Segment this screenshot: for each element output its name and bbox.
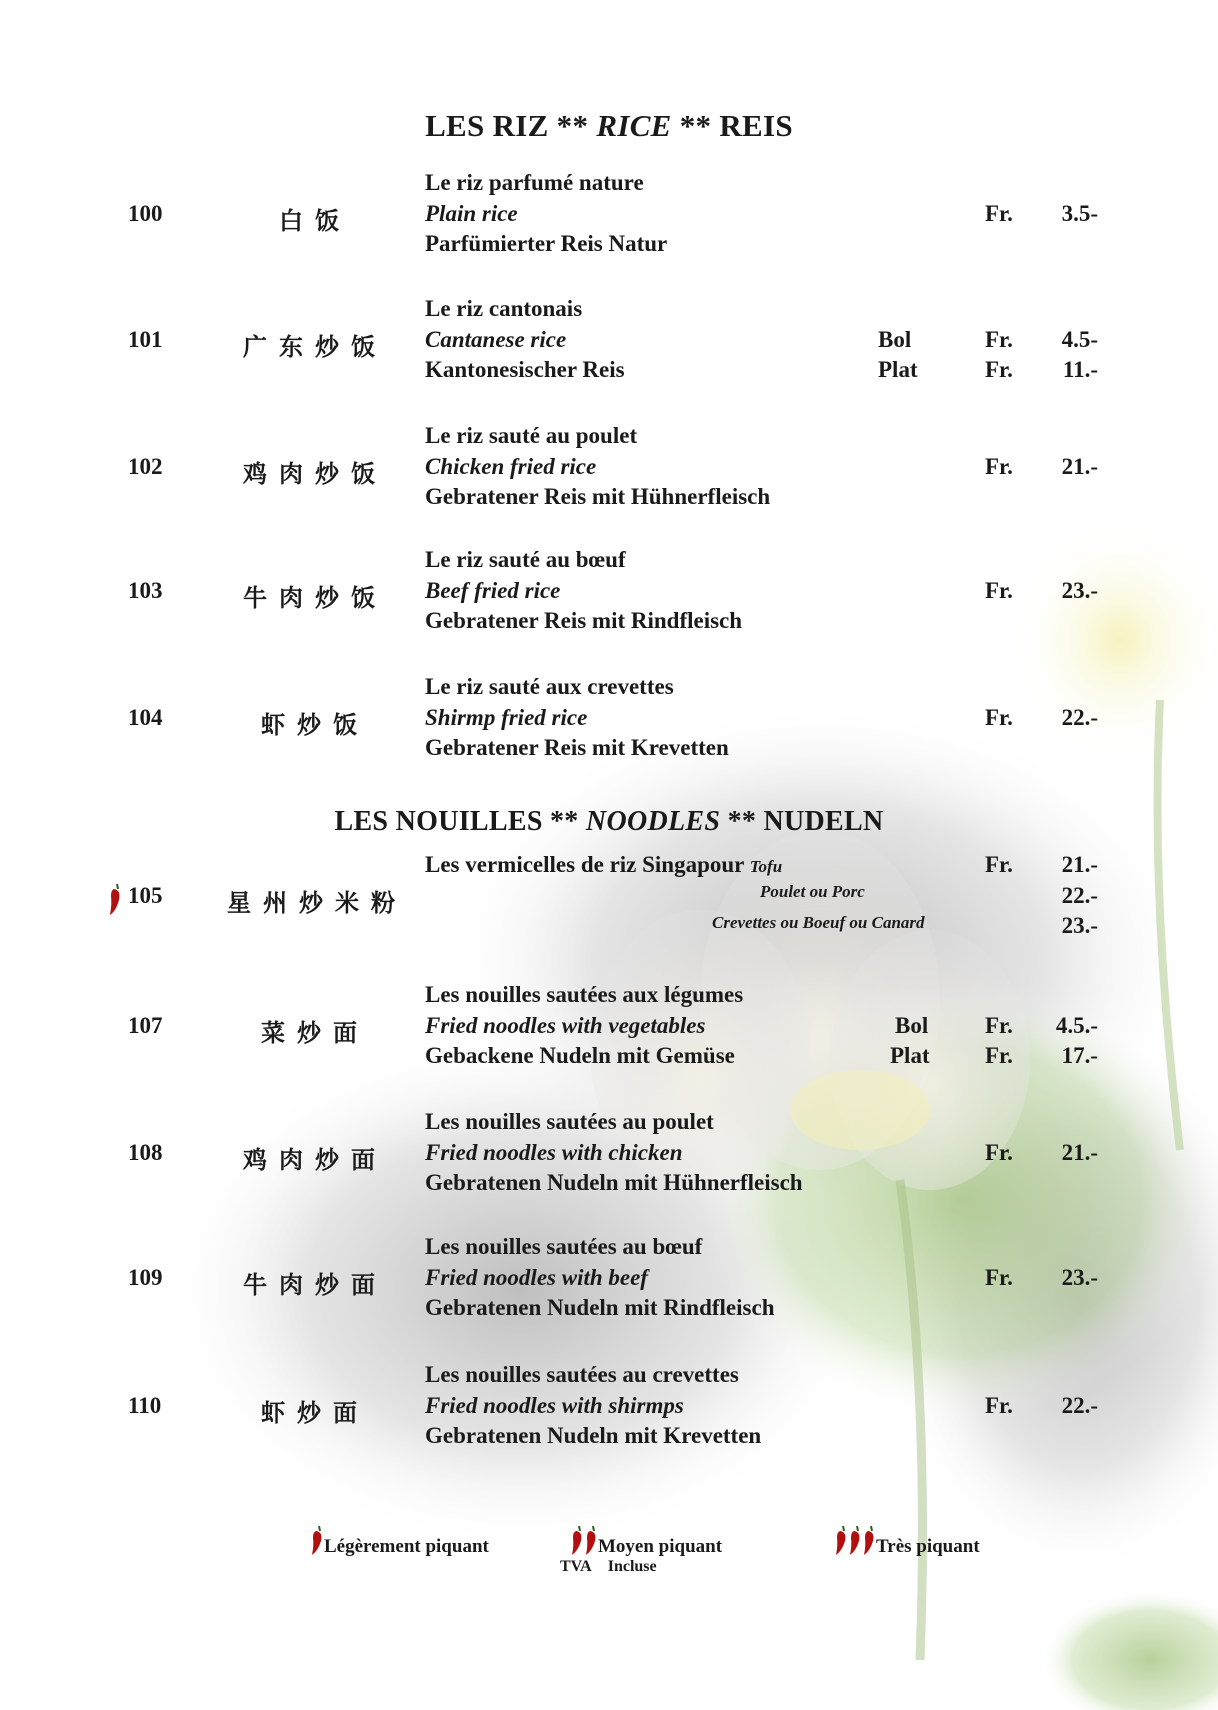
item-name-de: Gebratener Reis mit Hühnerfleisch [425, 484, 771, 509]
item-number: 104 [128, 705, 163, 730]
item-name-fr: Le riz parfumé nature [425, 170, 644, 195]
legend-medium-label: Moyen piquant [598, 1536, 723, 1557]
menu-item-100 [0, 170, 1218, 270]
item-name-en: Shirmp fried rice [425, 705, 588, 730]
menu-item-109 [0, 1234, 1218, 1334]
chili-pepper-icon [834, 1526, 848, 1556]
item-option-poulet-porc: Poulet ou Porc [760, 882, 865, 901]
title-de: ** NUDELN [727, 806, 884, 837]
item-price-bol: 4.5.- [1055, 1013, 1098, 1038]
item-price: 3.5- [1061, 201, 1098, 226]
title-en: NOODLES [585, 806, 721, 837]
item-chinese-name: 白饭 [279, 207, 351, 235]
item-number: 109 [128, 1265, 163, 1290]
menu-item-101 [0, 296, 1218, 396]
item-name-en: Chicken fried rice [425, 454, 597, 479]
item-option-tofu: Tofu [749, 857, 783, 876]
item-name-de: Parfümierter Reis Natur [425, 231, 668, 256]
menu-item-110 [0, 1362, 1218, 1462]
item-size-plat: Plat [890, 1043, 930, 1068]
legend-mild-label: Légèrement piquant [324, 1536, 489, 1557]
menu-item-108 [0, 1109, 1218, 1209]
item-name-en: Beef fried rice [425, 578, 561, 603]
item-currency: Fr. [985, 852, 1013, 877]
item-name-de: Gebratener Reis mit Rindfleisch [425, 608, 743, 633]
chili-pepper-icon [848, 1526, 862, 1556]
section-title-rice [0, 108, 1218, 144]
item-chinese-name: 虾炒饭 [261, 711, 369, 739]
item-number: 101 [128, 327, 163, 352]
item-currency: Fr. [985, 578, 1013, 603]
item-name-fr: Les nouilles sautées aux légumes [425, 982, 744, 1007]
item-currency: Fr. [985, 705, 1013, 730]
item-number: 100 [128, 201, 163, 226]
menu-item-105 [0, 852, 1218, 952]
menu-item-102 [0, 423, 1218, 523]
item-name-en: Fried noodles with chicken [425, 1140, 683, 1165]
item-number: 102 [128, 454, 163, 479]
legend-hot [834, 1526, 980, 1558]
item-chinese-name: 鸡肉炒饭 [243, 460, 387, 488]
chili-pepper-icon [584, 1526, 598, 1556]
item-chinese-name: 虾炒面 [261, 1399, 369, 1427]
legend-mild [310, 1526, 489, 1558]
title-de: ** REIS [679, 108, 793, 143]
item-chinese-name: 牛肉炒面 [243, 1271, 387, 1299]
item-price: 21.- [1061, 454, 1098, 479]
title-en: RICE [596, 108, 672, 143]
item-price-plat: 17.- [1061, 1043, 1098, 1068]
item-name-en: Plain rice [425, 201, 518, 226]
item-chinese-name: 菜炒面 [261, 1019, 369, 1047]
item-name-fr: Le riz sauté au bœuf [425, 547, 626, 572]
item-price: 22.- [1061, 705, 1098, 730]
item-price-plat: 11.- [1062, 357, 1098, 382]
item-size-plat: Plat [878, 357, 918, 382]
item-currency: Fr. [985, 357, 1013, 382]
item-price: 23.- [1061, 1265, 1098, 1290]
item-currency: Fr. [985, 1393, 1013, 1418]
item-name-fr: Les vermicelles de riz Singapour [425, 852, 744, 877]
item-price-crevettes-boeuf-canard: 23.- [1061, 913, 1098, 938]
section-title-noodles [0, 806, 1218, 838]
item-name-de: Kantonesischer Reis [425, 357, 625, 382]
item-price: 23.- [1061, 578, 1098, 603]
menu-item-107 [0, 982, 1218, 1082]
item-chinese-name: 广东炒饭 [243, 333, 387, 361]
tva-label: TVA [560, 1558, 592, 1575]
item-price-bol: 4.5- [1061, 327, 1098, 352]
chili-pepper-icon [862, 1526, 876, 1556]
item-name-en: Cantanese rice [425, 327, 567, 352]
legend-hot-label: Très piquant [876, 1536, 980, 1557]
item-name-de: Gebratenen Nudeln mit Rindfleisch [425, 1295, 775, 1320]
item-currency: Fr. [985, 327, 1013, 352]
item-size-bol: Bol [895, 1013, 929, 1038]
item-currency: Fr. [985, 1265, 1013, 1290]
menu-item-103 [0, 547, 1218, 647]
item-number: 103 [128, 578, 163, 603]
item-option-crevettes-boeuf-canard: Crevettes ou Boeuf ou Canard [712, 913, 925, 932]
item-number: 110 [128, 1393, 162, 1418]
item-name-fr: Le riz cantonais [425, 296, 583, 321]
item-name-de: Gebackene Nudeln mit Gemüse [425, 1043, 735, 1068]
item-name-en: Fried noodles with beef [425, 1265, 648, 1290]
item-currency: Fr. [985, 1013, 1013, 1038]
item-name-de: Gebratenen Nudeln mit Hühnerfleisch [425, 1170, 803, 1195]
item-number: 105 [128, 883, 163, 908]
item-name-fr: Le riz sauté aux crevettes [425, 674, 674, 699]
item-name-fr: Le riz sauté au poulet [425, 423, 638, 448]
item-chinese-name: 牛肉炒饭 [243, 584, 387, 612]
item-currency: Fr. [985, 201, 1013, 226]
item-name-fr: Les nouilles sautées au crevettes [425, 1362, 739, 1387]
item-currency: Fr. [985, 454, 1013, 479]
title-fr: LES RIZ ** [425, 108, 589, 143]
tax-note [560, 1558, 657, 1576]
item-price-poulet-porc: 22.- [1061, 883, 1098, 908]
item-number: 107 [128, 1013, 163, 1038]
chili-pepper-icon [570, 1526, 584, 1556]
chili-pepper-icon [310, 1526, 324, 1556]
menu-item-104 [0, 674, 1218, 774]
legend-medium [570, 1526, 722, 1558]
item-currency: Fr. [985, 1140, 1013, 1165]
item-size-bol: Bol [878, 327, 912, 352]
item-name-fr: Les nouilles sautées au poulet [425, 1109, 714, 1134]
item-name-fr-line [425, 852, 782, 878]
item-currency: Fr. [985, 1043, 1013, 1068]
item-name-en: Fried noodles with shirmps [425, 1393, 684, 1418]
item-price: 22.- [1061, 1393, 1098, 1418]
incluse-label: Incluse [607, 1558, 657, 1575]
item-name-en: Fried noodles with vegetables [425, 1013, 706, 1038]
title-fr: LES NOUILLES ** [334, 806, 579, 837]
item-name-de: Gebratener Reis mit Krevetten [425, 735, 729, 760]
item-name-de: Gebratenen Nudeln mit Krevetten [425, 1423, 762, 1448]
item-chinese-name: 星州炒米粉 [227, 889, 407, 917]
item-number: 108 [128, 1140, 163, 1165]
chili-pepper-icon [108, 884, 122, 916]
item-chinese-name: 鸡肉炒面 [243, 1146, 387, 1174]
item-price: 21.- [1061, 1140, 1098, 1165]
item-name-fr: Les nouilles sautées au bœuf [425, 1234, 703, 1259]
item-price-tofu: 21.- [1061, 852, 1098, 877]
